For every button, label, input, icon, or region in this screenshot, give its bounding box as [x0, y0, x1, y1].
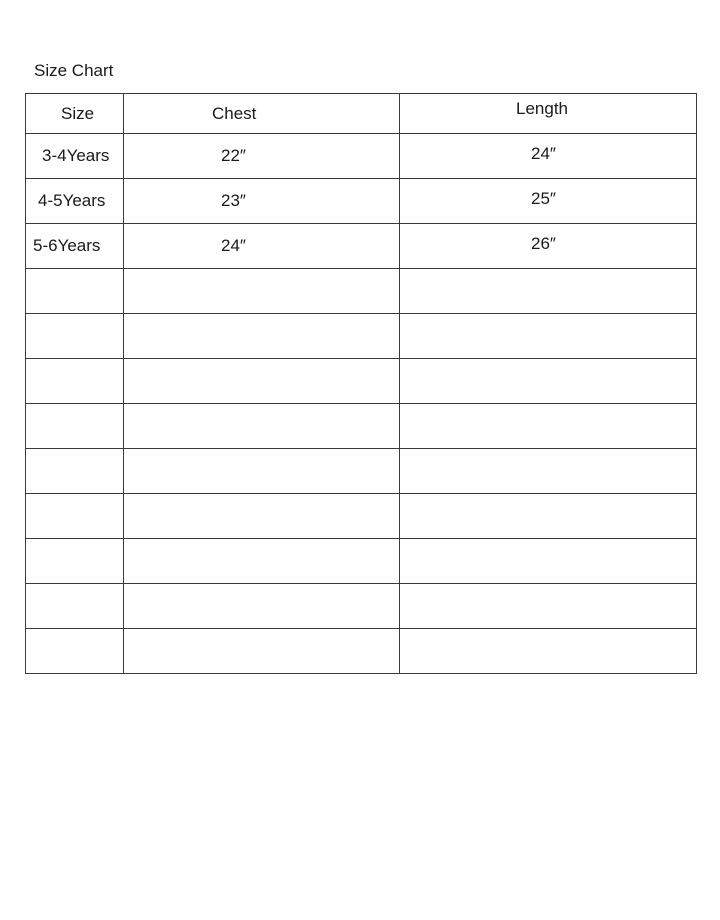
chest-cell [124, 629, 400, 674]
length-cell: 24″ [400, 134, 697, 179]
length-cell [400, 449, 697, 494]
length-cell [400, 314, 697, 359]
size-chart-table [25, 93, 697, 674]
table-row [26, 224, 697, 269]
size-cell [26, 449, 124, 494]
table-row [26, 134, 697, 179]
size-cell [26, 539, 124, 584]
length-cell [400, 629, 697, 674]
chest-cell [124, 494, 400, 539]
length-cell: 26″ [400, 224, 697, 269]
length-cell [400, 269, 697, 314]
size-cell [26, 584, 124, 629]
chest-cell [124, 539, 400, 584]
length-cell [400, 359, 697, 404]
chest-cell: 23″ [124, 179, 400, 224]
length-cell [400, 584, 697, 629]
table-row [26, 539, 697, 584]
table-row [26, 584, 697, 629]
size-cell [26, 314, 124, 359]
chest-cell [124, 584, 400, 629]
size-cell: 4-5Years [26, 179, 124, 224]
size-cell [26, 494, 124, 539]
length-cell [400, 404, 697, 449]
table-row [26, 629, 697, 674]
size-cell: 5-6Years [26, 224, 124, 269]
table-row [26, 359, 697, 404]
table-header-row [26, 94, 697, 134]
table-row [26, 494, 697, 539]
size-cell [26, 359, 124, 404]
page-title: Size Chart [34, 61, 114, 80]
chest-cell [124, 404, 400, 449]
chest-cell: 24″ [124, 224, 400, 269]
size-column-header: Size [26, 94, 124, 134]
length-cell: 25″ [400, 179, 697, 224]
length-cell [400, 539, 697, 584]
size-cell [26, 629, 124, 674]
size-cell: 3-4Years [26, 134, 124, 179]
table-row [26, 449, 697, 494]
chest-cell [124, 359, 400, 404]
chest-cell [124, 269, 400, 314]
table-row [26, 179, 697, 224]
length-column-header: Length [400, 94, 697, 134]
length-cell [400, 494, 697, 539]
table-row [26, 314, 697, 359]
table-row [26, 404, 697, 449]
size-cell [26, 269, 124, 314]
chest-cell [124, 449, 400, 494]
chest-column-header: Chest [124, 94, 400, 134]
table-row [26, 269, 697, 314]
chest-cell [124, 314, 400, 359]
chest-cell: 22″ [124, 134, 400, 179]
size-cell [26, 404, 124, 449]
